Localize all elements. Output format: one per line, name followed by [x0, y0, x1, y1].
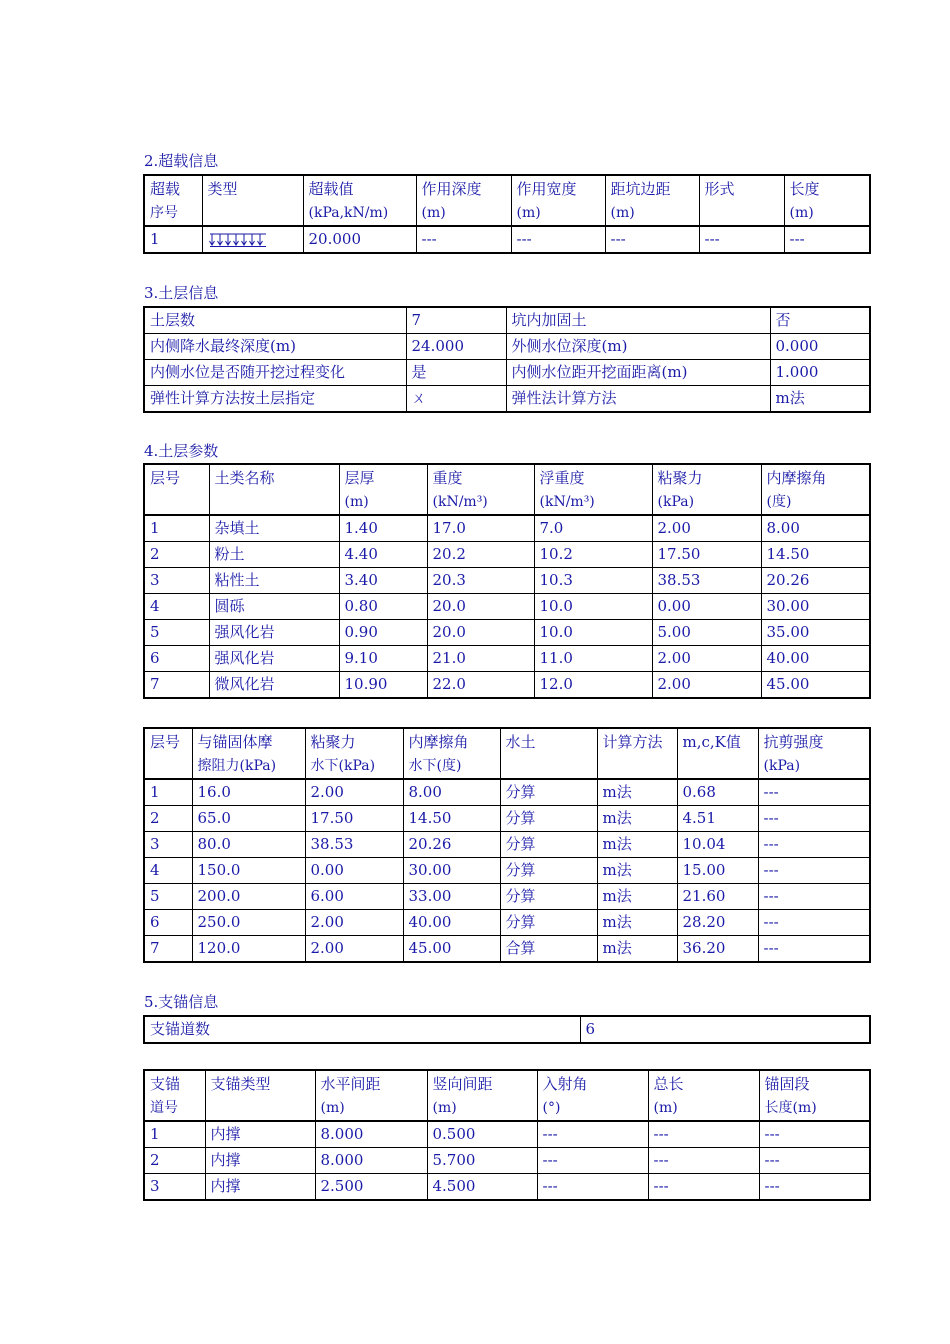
table-cell: 5	[144, 884, 192, 910]
table-cell: m法	[770, 386, 870, 413]
table-cell: 45.00	[761, 672, 870, 699]
table-cell: 28.20	[677, 910, 758, 936]
table-cell: 8.000	[315, 1121, 427, 1148]
soil-layer-info-table	[143, 306, 871, 413]
table-cell: ---	[758, 858, 870, 884]
table-cell: 6	[144, 646, 209, 672]
table-cell: 内侧水位是否随开挖过程变化	[144, 360, 406, 386]
table-row	[144, 884, 870, 910]
table-cell: 6.00	[305, 884, 403, 910]
table-cell: 14.50	[403, 806, 500, 832]
table-cell: 3	[144, 1174, 205, 1201]
overload-no: 1	[144, 226, 202, 253]
table-cell: 250.0	[192, 910, 305, 936]
table-cell: m法	[597, 806, 677, 832]
table-cell: 45.00	[403, 936, 500, 963]
table-cell: 2	[144, 1148, 205, 1174]
table-cell: 6	[144, 910, 192, 936]
soil-layer-section-title: 3.土层信息	[144, 284, 219, 302]
table-cell: 17.0	[427, 515, 534, 542]
table-cell: 4	[144, 594, 209, 620]
header-cell: 作用深度 (m)	[416, 175, 511, 226]
table-cell: ---	[537, 1121, 648, 1148]
table-cell: 1	[144, 1121, 205, 1148]
overload-form: ---	[699, 226, 784, 253]
table-cell: 2.00	[305, 936, 403, 963]
support-count-table	[143, 1015, 871, 1044]
table-cell: 2.00	[305, 779, 403, 806]
table-cell: ---	[537, 1148, 648, 1174]
table-cell: 20.3	[427, 568, 534, 594]
overload-table	[143, 174, 871, 254]
table-cell: 2.00	[652, 672, 761, 699]
table-cell: 1.40	[339, 515, 427, 542]
table-cell: ---	[648, 1121, 759, 1148]
table-cell: 5.700	[427, 1148, 537, 1174]
table-cell: 8.00	[761, 515, 870, 542]
table-cell: 3	[144, 832, 192, 858]
support-table	[143, 1069, 871, 1201]
table-cell: 粘性土	[209, 568, 339, 594]
table-cell: 0.80	[339, 594, 427, 620]
uniform-load-arrows-icon	[208, 232, 268, 248]
table-cell: 2.00	[652, 646, 761, 672]
table-row	[144, 936, 870, 963]
table-cell: 30.00	[403, 858, 500, 884]
header-cell: 内摩擦角 水下(度)	[403, 728, 500, 779]
table-cell: ---	[759, 1121, 870, 1148]
table-row	[144, 515, 870, 542]
table-cell: 外侧水位深度(m)	[506, 334, 770, 360]
overload-section-title: 2.超载信息	[144, 152, 219, 170]
overload-dist: ---	[605, 226, 699, 253]
header-cell: 支锚 道号	[144, 1070, 205, 1121]
soil-layer-info-row	[144, 360, 870, 386]
header-cell: 类型	[202, 175, 303, 226]
soil-anchor-header-row	[144, 728, 870, 779]
table-cell: 分算	[500, 832, 597, 858]
support-count-label: 支锚道数	[144, 1016, 580, 1043]
table-cell: m法	[597, 910, 677, 936]
table-cell: 30.00	[761, 594, 870, 620]
table-cell: 9.10	[339, 646, 427, 672]
overload-width: ---	[511, 226, 605, 253]
header-cell: 计算方法	[597, 728, 677, 779]
header-cell: 抗剪强度 (kPa)	[758, 728, 870, 779]
table-cell: 1	[144, 779, 192, 806]
table-cell: 36.20	[677, 936, 758, 963]
table-cell: ---	[648, 1148, 759, 1174]
table-cell: 20.26	[403, 832, 500, 858]
table-cell: 分算	[500, 910, 597, 936]
table-cell: 是	[406, 360, 506, 386]
table-cell: ---	[758, 936, 870, 963]
table-row	[144, 1121, 870, 1148]
table-cell: 0.68	[677, 779, 758, 806]
table-cell: 1	[144, 515, 209, 542]
table-cell: ---	[758, 779, 870, 806]
table-cell: 16.0	[192, 779, 305, 806]
table-cell: 微风化岩	[209, 672, 339, 699]
table-cell: 3	[144, 568, 209, 594]
header-cell: 形式	[699, 175, 784, 226]
overload-header-row	[144, 175, 870, 226]
support-count-value: 6	[580, 1016, 870, 1043]
table-cell: 5	[144, 620, 209, 646]
table-row	[144, 779, 870, 806]
table-cell: ---	[758, 884, 870, 910]
table-row	[144, 832, 870, 858]
table-row	[144, 1174, 870, 1201]
table-cell: 8.00	[403, 779, 500, 806]
table-cell: 2.500	[315, 1174, 427, 1201]
table-cell: 分算	[500, 858, 597, 884]
table-cell: 80.0	[192, 832, 305, 858]
table-cell: 圆砾	[209, 594, 339, 620]
table-cell: 2.00	[652, 515, 761, 542]
table-cell: 20.0	[427, 594, 534, 620]
table-row	[144, 594, 870, 620]
table-cell: 120.0	[192, 936, 305, 963]
table-cell: 0.000	[770, 334, 870, 360]
table-cell: 38.53	[305, 832, 403, 858]
table-cell: m法	[597, 858, 677, 884]
table-row	[144, 646, 870, 672]
table-cell: 否	[770, 307, 870, 334]
table-cell: 4.51	[677, 806, 758, 832]
soil-params-section-title: 4.土层参数	[144, 442, 219, 460]
table-cell: 150.0	[192, 858, 305, 884]
table-row	[144, 910, 870, 936]
header-cell: 内摩擦角 (度)	[761, 464, 870, 515]
table-cell: 24.000	[406, 334, 506, 360]
table-cell: ---	[648, 1174, 759, 1201]
table-cell: 38.53	[652, 568, 761, 594]
table-cell: 10.0	[534, 594, 652, 620]
table-cell: 21.0	[427, 646, 534, 672]
header-cell: 水平间距 (m)	[315, 1070, 427, 1121]
table-cell: 2	[144, 542, 209, 568]
overload-depth: ---	[416, 226, 511, 253]
header-cell: 与锚固体摩 擦阻力(kPa)	[192, 728, 305, 779]
table-cell: 分算	[500, 806, 597, 832]
table-cell: 合算	[500, 936, 597, 963]
table-row	[144, 1148, 870, 1174]
table-row	[144, 620, 870, 646]
table-cell: 0.90	[339, 620, 427, 646]
table-cell: 2	[144, 806, 192, 832]
table-cell: 65.0	[192, 806, 305, 832]
table-cell: 分算	[500, 779, 597, 806]
overload-length: ---	[784, 226, 870, 253]
table-cell: 40.00	[761, 646, 870, 672]
header-cell: 竖向间距 (m)	[427, 1070, 537, 1121]
table-cell: 4	[144, 858, 192, 884]
table-cell: 11.0	[534, 646, 652, 672]
table-cell: ---	[758, 832, 870, 858]
table-cell: 0.00	[305, 858, 403, 884]
table-cell: 10.0	[534, 620, 652, 646]
support-count-row	[144, 1016, 870, 1043]
table-cell: 7	[406, 307, 506, 334]
header-cell: 长度 (m)	[784, 175, 870, 226]
header-cell: 重度 (kN/m³)	[427, 464, 534, 515]
header-cell: 粘聚力 水下(kPa)	[305, 728, 403, 779]
table-cell: 20.2	[427, 542, 534, 568]
table-cell: 内撑	[205, 1121, 315, 1148]
overload-data-row	[144, 226, 870, 253]
header-cell: 锚固段 长度(m)	[759, 1070, 870, 1121]
header-cell: m,c,K值	[677, 728, 758, 779]
table-cell: 内侧水位距开挖面距离(m)	[506, 360, 770, 386]
table-cell: 7	[144, 936, 192, 963]
support-header-row	[144, 1070, 870, 1121]
table-cell: ---	[537, 1174, 648, 1201]
header-cell: 层号	[144, 728, 192, 779]
table-cell: 21.60	[677, 884, 758, 910]
table-row	[144, 806, 870, 832]
table-cell: 20.0	[427, 620, 534, 646]
table-cell: 4.40	[339, 542, 427, 568]
table-cell: 40.00	[403, 910, 500, 936]
table-cell: 粉土	[209, 542, 339, 568]
table-cell: 土层数	[144, 307, 406, 334]
header-cell: 距坑边距 (m)	[605, 175, 699, 226]
header-cell: 层号	[144, 464, 209, 515]
soil-params-table	[143, 463, 871, 699]
table-cell: 15.00	[677, 858, 758, 884]
table-cell: 3.40	[339, 568, 427, 594]
table-cell: 10.2	[534, 542, 652, 568]
header-cell: 超载 序号	[144, 175, 202, 226]
header-cell: 浮重度 (kN/m³)	[534, 464, 652, 515]
table-cell: m法	[597, 936, 677, 963]
table-cell: ---	[758, 806, 870, 832]
header-cell: 超载值 (kPa,kN/m)	[303, 175, 416, 226]
table-cell: 强风化岩	[209, 620, 339, 646]
table-row	[144, 568, 870, 594]
table-cell: 10.90	[339, 672, 427, 699]
table-cell: 杂填土	[209, 515, 339, 542]
table-cell: 弹性计算方法按土层指定	[144, 386, 406, 413]
table-cell: 7	[144, 672, 209, 699]
table-cell: 内侧降水最终深度(m)	[144, 334, 406, 360]
table-cell: m法	[597, 779, 677, 806]
soil-layer-info-row	[144, 307, 870, 334]
header-cell: 水土	[500, 728, 597, 779]
table-cell: 12.0	[534, 672, 652, 699]
table-cell: 2.00	[305, 910, 403, 936]
table-cell: 33.00	[403, 884, 500, 910]
table-cell: 分算	[500, 884, 597, 910]
table-cell: 17.50	[305, 806, 403, 832]
table-cell: m法	[597, 884, 677, 910]
table-cell: ㄨ	[406, 386, 506, 413]
table-cell: ---	[759, 1174, 870, 1201]
table-cell: 内撑	[205, 1174, 315, 1201]
table-cell: 弹性法计算方法	[506, 386, 770, 413]
table-cell: 0.00	[652, 594, 761, 620]
table-cell: 8.000	[315, 1148, 427, 1174]
table-cell: 1.000	[770, 360, 870, 386]
table-cell: 200.0	[192, 884, 305, 910]
table-row	[144, 672, 870, 699]
table-cell: 14.50	[761, 542, 870, 568]
table-cell: 0.500	[427, 1121, 537, 1148]
soil-layer-info-row	[144, 386, 870, 413]
table-cell: 10.04	[677, 832, 758, 858]
header-cell: 总长 (m)	[648, 1070, 759, 1121]
table-cell: m法	[597, 832, 677, 858]
support-section-title: 5.支锚信息	[144, 993, 219, 1011]
header-cell: 入射角 (°)	[537, 1070, 648, 1121]
soil-params-header-row	[144, 464, 870, 515]
table-cell: 内撑	[205, 1148, 315, 1174]
header-cell: 作用宽度 (m)	[511, 175, 605, 226]
table-cell: 17.50	[652, 542, 761, 568]
table-cell: 坑内加固土	[506, 307, 770, 334]
header-cell: 层厚 (m)	[339, 464, 427, 515]
soil-anchor-params-table	[143, 727, 871, 963]
table-cell: ---	[759, 1148, 870, 1174]
table-cell: 强风化岩	[209, 646, 339, 672]
header-cell: 支锚类型	[205, 1070, 315, 1121]
header-cell: 粘聚力 (kPa)	[652, 464, 761, 515]
table-row	[144, 542, 870, 568]
table-cell: 7.0	[534, 515, 652, 542]
table-cell: 10.3	[534, 568, 652, 594]
overload-type	[202, 226, 303, 253]
table-row	[144, 858, 870, 884]
overload-value: 20.000	[303, 226, 416, 253]
table-cell: 5.00	[652, 620, 761, 646]
soil-layer-info-row	[144, 334, 870, 360]
table-cell: 35.00	[761, 620, 870, 646]
table-cell: 4.500	[427, 1174, 537, 1201]
table-cell: ---	[758, 910, 870, 936]
table-cell: 22.0	[427, 672, 534, 699]
header-cell: 土类名称	[209, 464, 339, 515]
table-cell: 20.26	[761, 568, 870, 594]
